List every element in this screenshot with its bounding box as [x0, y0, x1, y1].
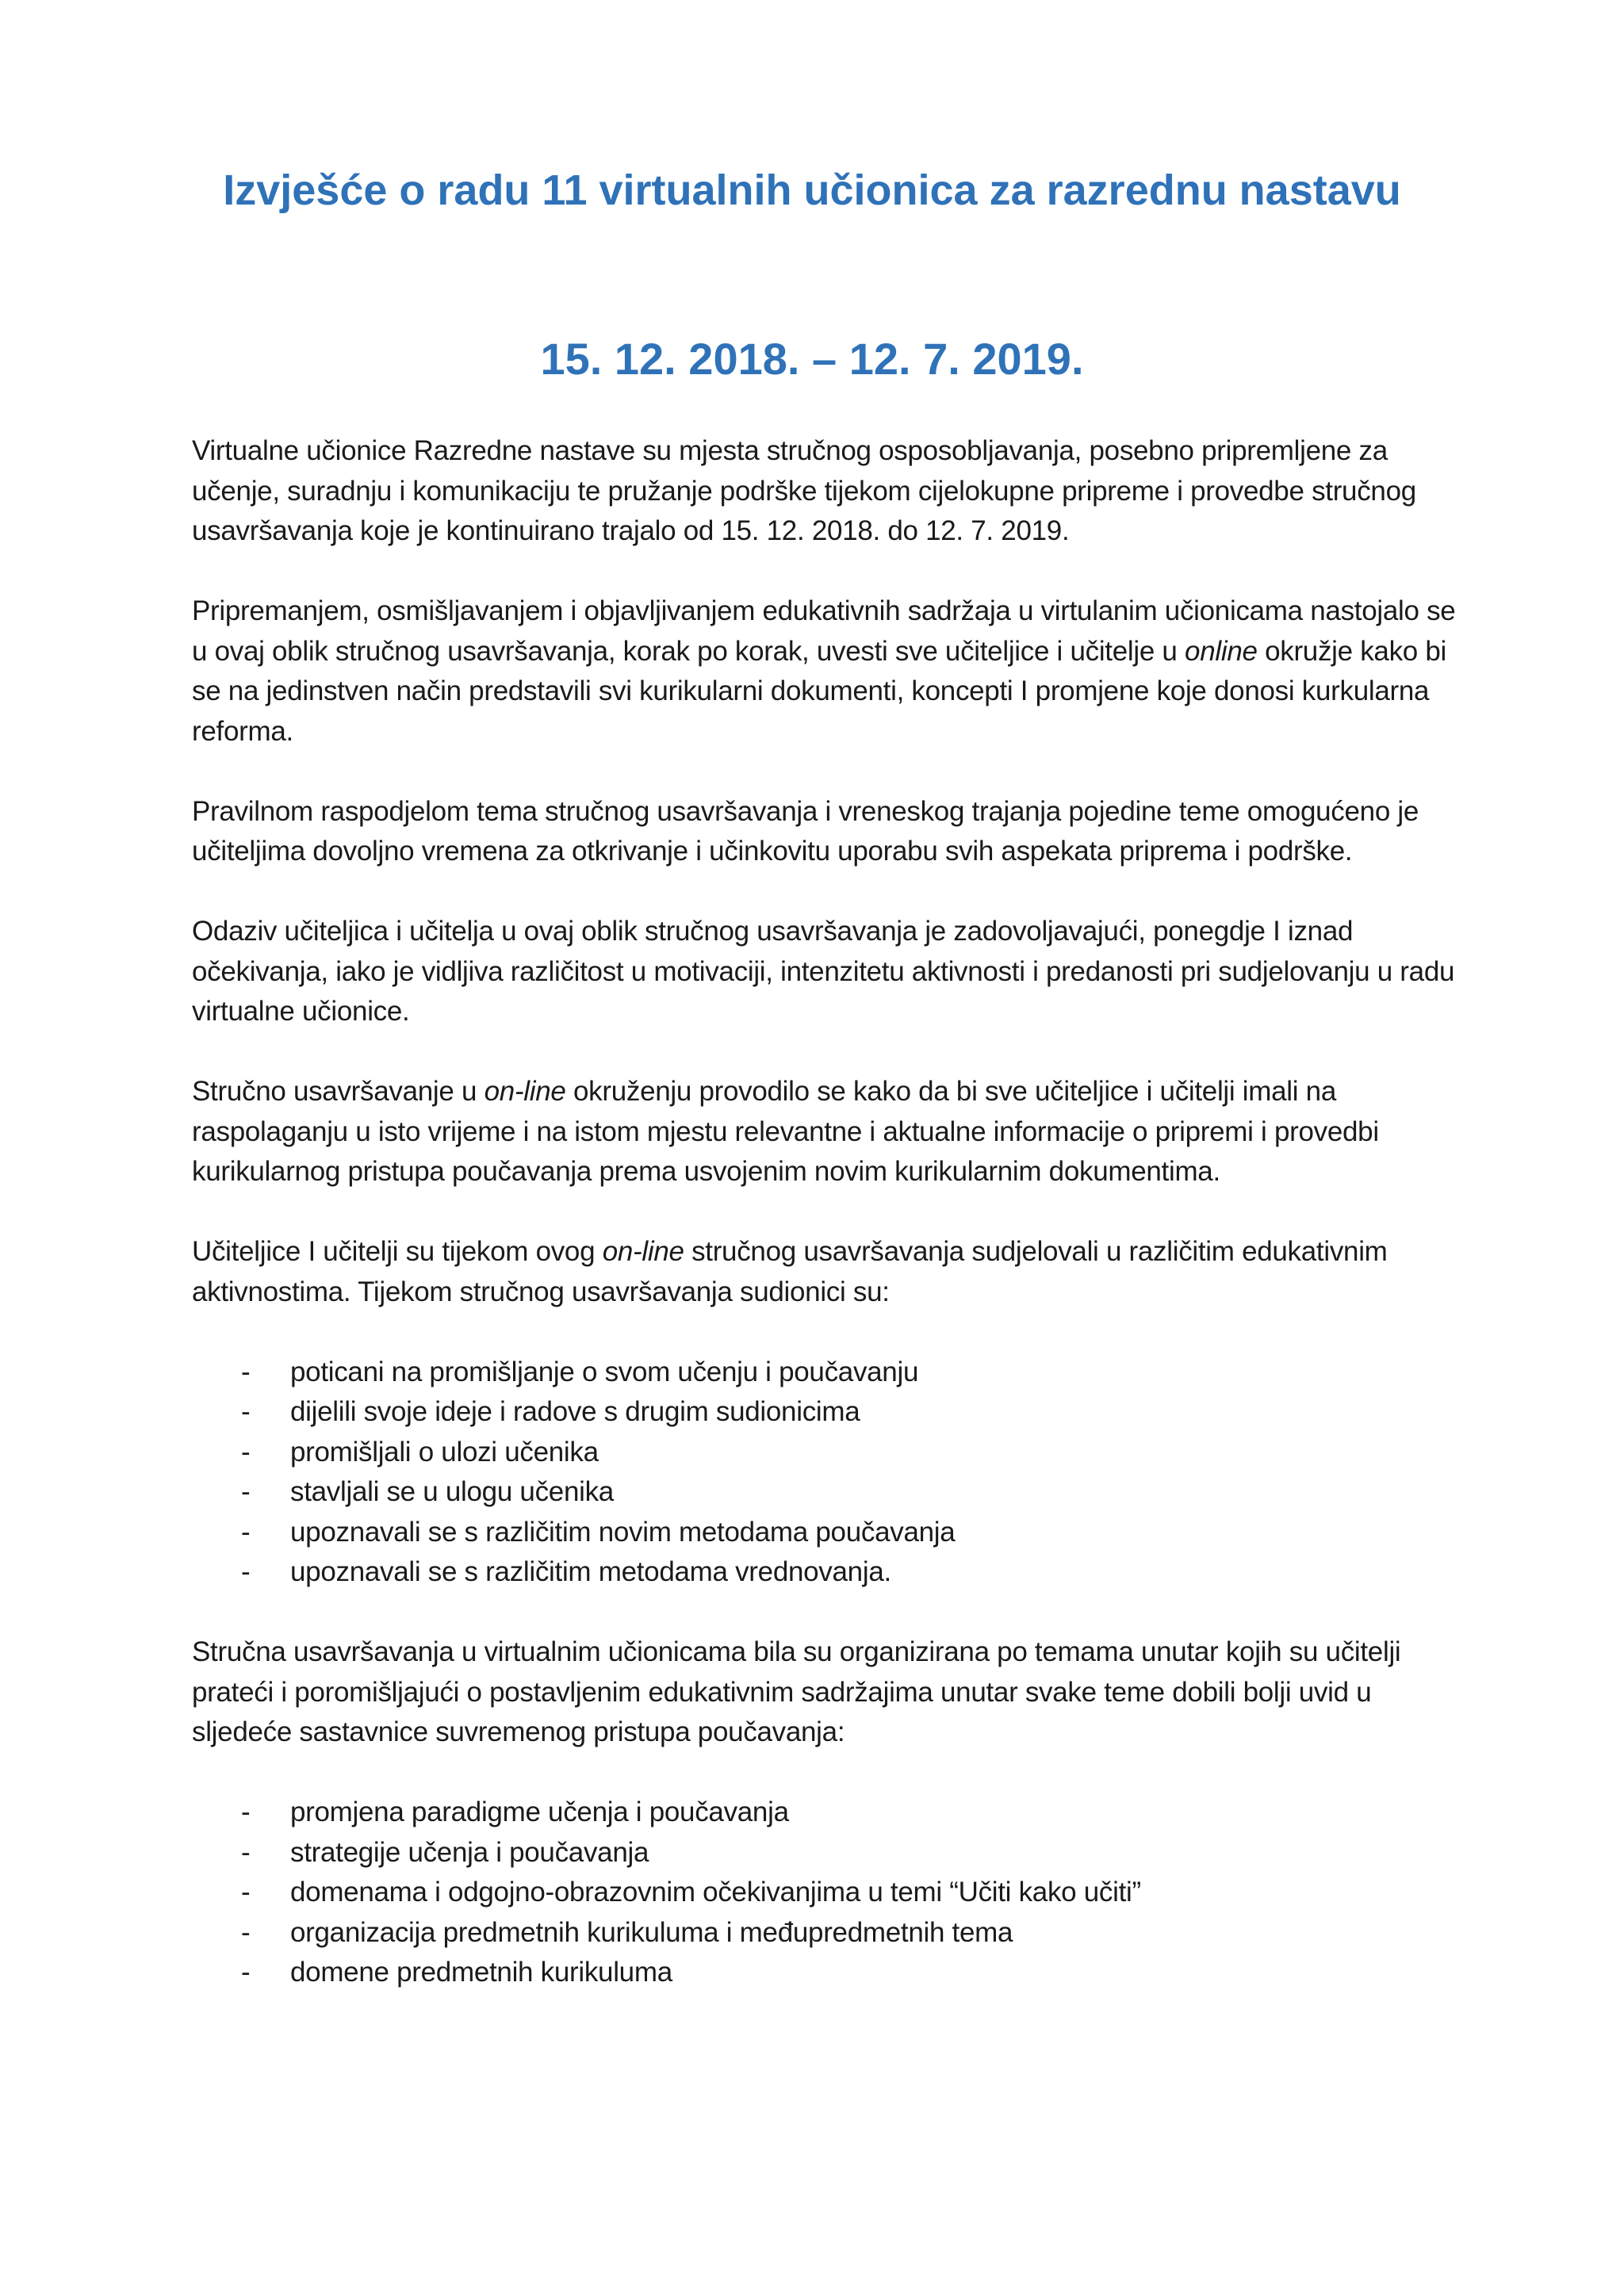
list-item-text: upoznavali se s različitim metodama vrednovanja.	[290, 1556, 891, 1587]
emphasis-on-line: on-line	[602, 1236, 684, 1267]
document-body	[192, 431, 1461, 2033]
list-item-text: domenama i odgojno-obrazovnim očekivanjima u temi “Učiti kako učiti”	[290, 1877, 1141, 1908]
list-item	[192, 1873, 1461, 1913]
paragraph-preparation	[192, 591, 1461, 752]
list-item	[192, 1552, 1461, 1593]
list-dash: -	[241, 1356, 251, 1387]
list-item	[192, 1353, 1461, 1393]
list-item	[192, 1793, 1461, 1833]
list-item-text: dijelili svoje ideje i radove s drugim sudionicima	[290, 1396, 860, 1427]
emphasis-online: online	[1185, 635, 1258, 667]
list-item-text: strategije učenja i poučavanja	[290, 1836, 649, 1868]
list-item-text: poticani na promišljanje o svom učenju i poučavanju	[290, 1356, 919, 1387]
list-dash: -	[241, 1396, 251, 1427]
document-title: Izvješće o radu 11 virtualnih učionica za razrednu nastavu	[223, 166, 1401, 214]
list-dash: -	[241, 1476, 251, 1507]
paragraph-activities	[192, 1232, 1461, 1312]
paragraph-response: Odaziv učiteljica i učitelja u ovaj oblik stručnog usavršavanja je zadovoljavajući, ponegdje I iznad očekivanja, iako je vidljiva različitost u motivaciji, intenzitetu aktivnosti i predanosti pri sudjelovanju u radu virtualne učionice.	[192, 916, 1455, 1027]
paragraph-text: stručnog usavršavanja sudjelovali u različitim edukativnim aktivnostima. Tijekom stručnog usavršavanja sudionici su:	[192, 1236, 1388, 1307]
list-dash: -	[241, 1877, 251, 1908]
list-item-text: promjena paradigme učenja i poučavanja	[290, 1797, 789, 1827]
list-dash: -	[241, 1957, 251, 1988]
list-item	[192, 1953, 1461, 1993]
participants-activities-list	[192, 1353, 1461, 1593]
list-dash: -	[241, 1436, 251, 1468]
list-item-text: promišljali o ulozi učenika	[290, 1436, 599, 1468]
list-item-text: stavljali se u ulogu učenika	[290, 1476, 614, 1507]
paragraph-text: okružje kako bi se na jedinstven način predstavili svi kurikularni dokumenti, koncepti I promjene koje donosi kurkularna reforma.	[192, 635, 1447, 747]
paragraph-text: Učiteljice I učitelji su tijekom ovog	[192, 1236, 603, 1267]
emphasis-on-line: on-line	[484, 1076, 566, 1107]
document-date-range: 15. 12. 2018. – 12. 7. 2019.	[540, 334, 1084, 384]
list-dash: -	[241, 1797, 251, 1827]
paragraph-intro: Virtualne učionice Razredne nastave su mjesta stručnog osposobljavanja, posebno pripremljene za učenje, suradnju i komunikaciju te pružanje podrške tijekom cijelokupne pripreme i provedbe stručnog usavršavanja koje je kontinuirano trajalo od 15. 12. 2018. do 12. 7. 2019.	[192, 435, 1416, 546]
list-item	[192, 1433, 1461, 1473]
list-item-text: domene predmetnih kurikuluma	[290, 1957, 672, 1988]
list-item-text: upoznavali se s različitim novim metodama poučavanja	[290, 1516, 956, 1548]
paragraph-text: Pripremanjem, osmišljavanjem i objavljivanjem edukativnih sadržaja u virtulanim učionicama nastojalo se u ovaj oblik stručnog usavršavanja, korak po korak, uvesti sve učiteljice i učitelje u	[192, 595, 1456, 667]
paragraph-text: Stručno usavršavanje u	[192, 1076, 485, 1107]
teaching-components-list	[192, 1793, 1461, 1993]
list-item	[192, 1513, 1461, 1553]
list-item	[192, 1913, 1461, 1954]
list-dash: -	[241, 1556, 251, 1587]
paragraph-text: okruženju provodilo se kako da bi sve učiteljice i učitelji imali na raspolaganju u isto vrijeme i na istom mjestu relevantne i aktualne informacije o pripremi i provedbi kurikularnog pristupa poučavanja prema usvojenim novim kurikularnim dokumentima.	[192, 1076, 1379, 1187]
list-dash: -	[241, 1516, 251, 1548]
list-dash: -	[241, 1836, 251, 1868]
list-item	[192, 1472, 1461, 1513]
paragraph-distribution: Pravilnom raspodjelom tema stručnog usavršavanja i vreneskog trajanja pojedine teme omogućeno je učiteljima dovoljno vremena za otkrivanje i učinkovitu uporabu svih aspekata priprema i podrške.	[192, 795, 1419, 867]
list-item	[192, 1392, 1461, 1433]
list-item	[192, 1833, 1461, 1873]
list-item-text: organizacija predmetnih kurikuluma i međupredmetnih tema	[290, 1916, 1013, 1948]
paragraph-online-training	[192, 1072, 1461, 1192]
list-dash: -	[241, 1916, 251, 1948]
paragraph-organization: Stručna usavršavanja u virtualnim učionicama bila su organizirana po temama unutar kojih su učitelji prateći i poromišljajući o postavljenim edukativnim sadržajima unutar svake teme dobili bolji uvid u sljedeće sastavnice suvremenog pristupa poučavanja:	[192, 1636, 1401, 1747]
